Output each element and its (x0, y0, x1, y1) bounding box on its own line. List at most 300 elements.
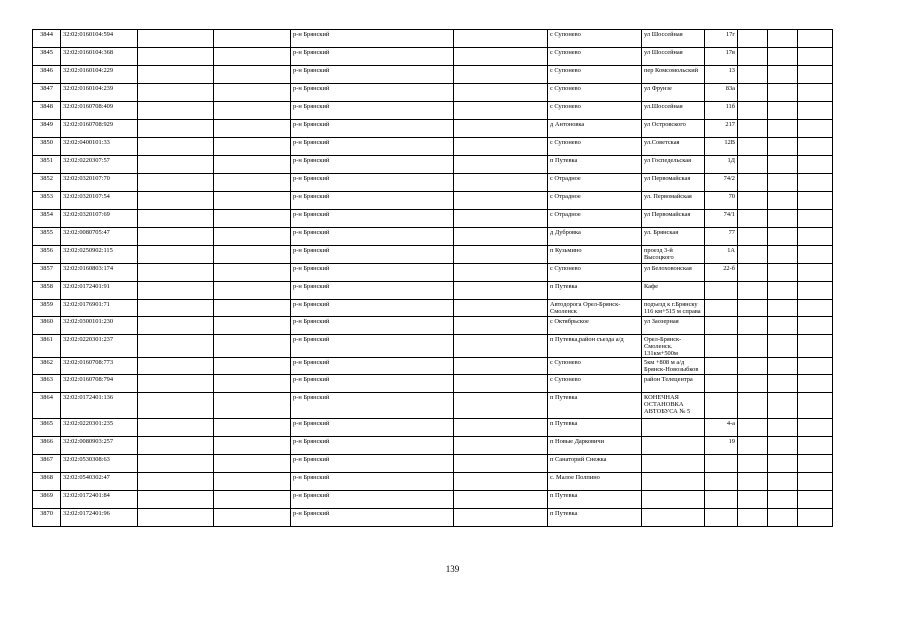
table-row (33, 102, 833, 120)
house-number-cell (705, 375, 738, 393)
empty-cell (768, 375, 798, 393)
empty-cell (798, 228, 833, 246)
locality-cell: п Путевка (548, 509, 642, 527)
table-row (33, 509, 833, 527)
district-cell: р-н Брянский (291, 473, 454, 491)
house-number-cell: 22-б (705, 264, 738, 282)
street-cell: подъезд к г.Брянску 116 км+515 м справа (642, 300, 705, 317)
empty-cell (768, 437, 798, 455)
empty-cell (738, 455, 768, 473)
cadastral-number-cell: 32:02:0300101:230 (61, 317, 138, 335)
district-cell: р-н Брянский (291, 156, 454, 174)
empty-cell (138, 282, 214, 300)
street-cell: ул Островского (642, 120, 705, 138)
street-cell: ул.Советская (642, 138, 705, 156)
table-row (33, 358, 833, 375)
cadastral-number-cell: 32:02:0320107:70 (61, 174, 138, 192)
district-cell: р-н Брянский (291, 509, 454, 527)
locality-cell: п Санаторий Снежка (548, 455, 642, 473)
row-number-cell: 3844 (33, 30, 61, 48)
house-number-cell (705, 509, 738, 527)
house-number-cell: 83а (705, 84, 738, 102)
empty-cell (214, 246, 291, 264)
table-row (33, 228, 833, 246)
district-cell: р-н Брянский (291, 210, 454, 228)
row-number-cell: 3868 (33, 473, 61, 491)
empty-cell (214, 210, 291, 228)
table-row (33, 491, 833, 509)
empty-cell (798, 102, 833, 120)
row-number-cell: 3859 (33, 300, 61, 317)
street-cell: ул Первомайская (642, 174, 705, 192)
empty-cell (214, 419, 291, 437)
locality-cell: с Отрадное (548, 192, 642, 210)
locality-cell: с Супонево (548, 84, 642, 102)
street-cell (642, 491, 705, 509)
locality-cell: с Октябрьское (548, 317, 642, 335)
cadastral-number-cell: 32:02:0220307:57 (61, 156, 138, 174)
locality-cell: с Супонево (548, 102, 642, 120)
house-number-cell (705, 455, 738, 473)
empty-cell (214, 300, 291, 317)
empty-cell (798, 192, 833, 210)
empty-cell (738, 246, 768, 264)
district-cell: р-н Брянский (291, 358, 454, 375)
empty-cell (768, 48, 798, 66)
empty-cell (138, 48, 214, 66)
street-cell: ул Шоссейная (642, 30, 705, 48)
empty-cell (738, 282, 768, 300)
street-cell: проезд 3-й Высоцкого (642, 246, 705, 264)
empty-cell (768, 419, 798, 437)
empty-cell (454, 120, 548, 138)
empty-cell (454, 282, 548, 300)
empty-cell (138, 210, 214, 228)
street-cell (642, 455, 705, 473)
empty-cell (454, 455, 548, 473)
row-number-cell: 3856 (33, 246, 61, 264)
house-number-cell (705, 393, 738, 419)
empty-cell (138, 419, 214, 437)
district-cell: р-н Брянский (291, 419, 454, 437)
district-cell: р-н Брянский (291, 84, 454, 102)
empty-cell (738, 210, 768, 228)
empty-cell (768, 300, 798, 317)
locality-cell: п Путевка (548, 491, 642, 509)
empty-cell (738, 138, 768, 156)
empty-cell (214, 102, 291, 120)
locality-cell: Автодорога Орел-Брянск-Смоленск (548, 300, 642, 317)
empty-cell (454, 491, 548, 509)
empty-cell (768, 228, 798, 246)
cadastral-number-cell: 32:02:0320107:69 (61, 210, 138, 228)
district-cell: р-н Брянский (291, 102, 454, 120)
empty-cell (768, 192, 798, 210)
locality-cell: д Антоновка (548, 120, 642, 138)
empty-cell (768, 246, 798, 264)
empty-cell (798, 317, 833, 335)
district-cell: р-н Брянский (291, 138, 454, 156)
empty-cell (768, 455, 798, 473)
empty-cell (798, 419, 833, 437)
district-cell: р-н Брянский (291, 335, 454, 358)
empty-cell (454, 393, 548, 419)
empty-cell (138, 358, 214, 375)
empty-cell (768, 84, 798, 102)
empty-cell (738, 375, 768, 393)
row-number-cell: 3845 (33, 48, 61, 66)
empty-cell (738, 102, 768, 120)
empty-cell (768, 66, 798, 84)
empty-cell (798, 300, 833, 317)
empty-cell (798, 84, 833, 102)
locality-cell: п Путевка (548, 156, 642, 174)
empty-cell (138, 120, 214, 138)
empty-cell (768, 335, 798, 358)
empty-cell (214, 282, 291, 300)
district-cell: р-н Брянский (291, 264, 454, 282)
cadastral-number-cell: 32:02:0172401:91 (61, 282, 138, 300)
empty-cell (798, 455, 833, 473)
empty-cell (214, 491, 291, 509)
empty-cell (768, 473, 798, 491)
street-cell: ул. Первомайская (642, 192, 705, 210)
empty-cell (798, 246, 833, 264)
street-cell: ул.Шоссейная (642, 102, 705, 120)
empty-cell (768, 102, 798, 120)
row-number-cell: 3860 (33, 317, 61, 335)
empty-cell (214, 358, 291, 375)
empty-cell (738, 437, 768, 455)
empty-cell (738, 491, 768, 509)
empty-cell (768, 317, 798, 335)
table-row (33, 393, 833, 419)
table-row (33, 282, 833, 300)
empty-cell (798, 210, 833, 228)
empty-cell (138, 228, 214, 246)
table-row (33, 335, 833, 358)
empty-cell (768, 264, 798, 282)
table-row (33, 437, 833, 455)
empty-cell (138, 473, 214, 491)
empty-cell (138, 138, 214, 156)
house-number-cell (705, 300, 738, 317)
empty-cell (454, 174, 548, 192)
street-cell: 5км +808 м а/д Брянск-Новозыбков (642, 358, 705, 375)
row-number-cell: 3866 (33, 437, 61, 455)
street-cell: пер Комсомольский (642, 66, 705, 84)
empty-cell (454, 300, 548, 317)
empty-cell (454, 48, 548, 66)
empty-cell (454, 375, 548, 393)
table-row (33, 138, 833, 156)
empty-cell (798, 174, 833, 192)
house-number-cell: 4-а (705, 419, 738, 437)
house-number-cell: 70 (705, 192, 738, 210)
empty-cell (214, 156, 291, 174)
empty-cell (138, 30, 214, 48)
table-row (33, 120, 833, 138)
locality-cell: с Супонево (548, 138, 642, 156)
cadastral-number-cell: 32:02:0160104:368 (61, 48, 138, 66)
empty-cell (768, 509, 798, 527)
row-number-cell: 3851 (33, 156, 61, 174)
street-cell (642, 437, 705, 455)
row-number-cell: 3870 (33, 509, 61, 527)
empty-cell (798, 282, 833, 300)
district-cell: р-н Брянский (291, 192, 454, 210)
empty-cell (798, 264, 833, 282)
empty-cell (768, 491, 798, 509)
empty-cell (738, 393, 768, 419)
cadastral-number-cell: 32:02:0172401:96 (61, 509, 138, 527)
table-row (33, 473, 833, 491)
table-row (33, 174, 833, 192)
street-cell: ул. Брянская (642, 228, 705, 246)
district-cell: р-н Брянский (291, 246, 454, 264)
empty-cell (798, 120, 833, 138)
cadastral-number-cell: 32:02:0530308:63 (61, 455, 138, 473)
empty-cell (138, 393, 214, 419)
house-number-cell: 217 (705, 120, 738, 138)
locality-cell: п Новые Дарковичи (548, 437, 642, 455)
row-number-cell: 3865 (33, 419, 61, 437)
empty-cell (738, 174, 768, 192)
table-row (33, 264, 833, 282)
house-number-cell (705, 317, 738, 335)
row-number-cell: 3864 (33, 393, 61, 419)
empty-cell (738, 358, 768, 375)
row-number-cell: 3853 (33, 192, 61, 210)
house-number-cell: 11б (705, 102, 738, 120)
table-row (33, 156, 833, 174)
district-cell: р-н Брянский (291, 120, 454, 138)
empty-cell (738, 30, 768, 48)
cadastral-number-cell: 32:02:0250902:115 (61, 246, 138, 264)
district-cell: р-н Брянский (291, 228, 454, 246)
empty-cell (798, 30, 833, 48)
street-cell (642, 509, 705, 527)
empty-cell (738, 228, 768, 246)
house-number-cell: 13 (705, 66, 738, 84)
page-number: 139 (445, 564, 460, 574)
empty-cell (798, 491, 833, 509)
empty-cell (768, 282, 798, 300)
house-number-cell: 19 (705, 437, 738, 455)
empty-cell (454, 317, 548, 335)
empty-cell (214, 437, 291, 455)
empty-cell (214, 455, 291, 473)
district-cell: р-н Брянский (291, 48, 454, 66)
row-number-cell: 3855 (33, 228, 61, 246)
empty-cell (454, 210, 548, 228)
street-cell: ул Первомайская (642, 210, 705, 228)
empty-cell (214, 317, 291, 335)
cadastral-number-cell: 32:02:0160104:229 (61, 66, 138, 84)
empty-cell (454, 138, 548, 156)
house-number-cell (705, 282, 738, 300)
empty-cell (454, 84, 548, 102)
locality-cell: с. Малое Полпино (548, 473, 642, 491)
locality-cell: п Путевка (548, 419, 642, 437)
empty-cell (454, 30, 548, 48)
cadastral-number-cell: 32:02:0160104:594 (61, 30, 138, 48)
empty-cell (768, 393, 798, 419)
house-number-cell (705, 491, 738, 509)
cadastral-number-cell: 32:02:0400101:33 (61, 138, 138, 156)
empty-cell (214, 509, 291, 527)
empty-cell (138, 491, 214, 509)
house-number-cell: 77 (705, 228, 738, 246)
empty-cell (798, 509, 833, 527)
district-cell: р-н Брянский (291, 437, 454, 455)
empty-cell (798, 335, 833, 358)
empty-cell (138, 437, 214, 455)
cadastral-number-cell: 32:02:0080705:47 (61, 228, 138, 246)
house-number-cell: 74/1 (705, 210, 738, 228)
house-number-cell (705, 358, 738, 375)
empty-cell (138, 192, 214, 210)
locality-cell: с Супонево (548, 30, 642, 48)
locality-cell: с Супонево (548, 358, 642, 375)
district-cell: р-н Брянский (291, 491, 454, 509)
empty-cell (798, 358, 833, 375)
empty-cell (454, 192, 548, 210)
table-row (33, 375, 833, 393)
house-number-cell: 17г (705, 30, 738, 48)
empty-cell (454, 102, 548, 120)
empty-cell (454, 419, 548, 437)
table-row (33, 317, 833, 335)
empty-cell (214, 138, 291, 156)
row-number-cell: 3863 (33, 375, 61, 393)
empty-cell (768, 174, 798, 192)
street-cell: ул Белоховонская (642, 264, 705, 282)
cadastral-number-cell: 32:02:0160104:239 (61, 84, 138, 102)
table-row (33, 300, 833, 317)
house-number-cell: 74/2 (705, 174, 738, 192)
cadastral-number-cell: 32:02:0172401:84 (61, 491, 138, 509)
cadastral-number-cell: 32:02:0080903:257 (61, 437, 138, 455)
district-cell: р-н Брянский (291, 30, 454, 48)
empty-cell (738, 156, 768, 174)
district-cell: р-н Брянский (291, 174, 454, 192)
empty-cell (738, 335, 768, 358)
locality-cell: д Дубровка (548, 228, 642, 246)
empty-cell (768, 358, 798, 375)
empty-cell (738, 473, 768, 491)
street-cell: район Телецентра (642, 375, 705, 393)
row-number-cell: 3852 (33, 174, 61, 192)
locality-cell: с Отрадное (548, 210, 642, 228)
empty-cell (798, 473, 833, 491)
street-cell: ул Заозерная (642, 317, 705, 335)
row-number-cell: 3867 (33, 455, 61, 473)
street-cell: КОНЕЧНАЯ ОСТАНОВКА АВТОБУСА № 5 (642, 393, 705, 419)
empty-cell (214, 30, 291, 48)
locality-cell: с Отрадное (548, 174, 642, 192)
house-number-cell: 17в (705, 48, 738, 66)
empty-cell (738, 317, 768, 335)
empty-cell (214, 120, 291, 138)
cadastral-number-cell: 32:02:0540302:47 (61, 473, 138, 491)
table-row (33, 30, 833, 48)
empty-cell (738, 509, 768, 527)
empty-cell (798, 138, 833, 156)
empty-cell (798, 48, 833, 66)
empty-cell (454, 156, 548, 174)
cadastral-number-cell: 32:02:0220301:237 (61, 335, 138, 358)
empty-cell (454, 66, 548, 84)
empty-cell (138, 455, 214, 473)
empty-cell (454, 335, 548, 358)
empty-cell (768, 156, 798, 174)
empty-cell (768, 138, 798, 156)
empty-cell (798, 66, 833, 84)
row-number-cell: 3846 (33, 66, 61, 84)
empty-cell (214, 375, 291, 393)
empty-cell (214, 174, 291, 192)
empty-cell (214, 228, 291, 246)
row-number-cell: 3858 (33, 282, 61, 300)
empty-cell (138, 509, 214, 527)
district-cell: р-н Брянский (291, 393, 454, 419)
district-cell: р-н Брянский (291, 66, 454, 84)
street-cell: ул Шоссейная (642, 48, 705, 66)
table-row (33, 419, 833, 437)
empty-cell (214, 264, 291, 282)
empty-cell (454, 509, 548, 527)
empty-cell (454, 264, 548, 282)
locality-cell: с Супонево (548, 264, 642, 282)
empty-cell (138, 84, 214, 102)
empty-cell (214, 473, 291, 491)
empty-cell (454, 358, 548, 375)
empty-cell (138, 300, 214, 317)
street-cell: ул Госпедельская (642, 156, 705, 174)
house-number-cell: 1Д (705, 156, 738, 174)
empty-cell (214, 66, 291, 84)
empty-cell (738, 120, 768, 138)
table-row (33, 66, 833, 84)
table-row (33, 48, 833, 66)
locality-cell: с Супонево (548, 66, 642, 84)
house-number-cell (705, 473, 738, 491)
empty-cell (738, 192, 768, 210)
cadastral-number-cell: 32:02:0160803:174 (61, 264, 138, 282)
empty-cell (138, 246, 214, 264)
empty-cell (214, 335, 291, 358)
house-number-cell: 1А (705, 246, 738, 264)
empty-cell (138, 66, 214, 84)
locality-cell: с Супонево (548, 48, 642, 66)
row-number-cell: 3862 (33, 358, 61, 375)
row-number-cell: 3854 (33, 210, 61, 228)
empty-cell (138, 102, 214, 120)
row-number-cell: 3850 (33, 138, 61, 156)
locality-cell: п Путевка,район съезда а/д (548, 335, 642, 358)
cadastral-number-cell: 32:02:0176901:71 (61, 300, 138, 317)
cadastral-number-cell: 32:02:0172401:136 (61, 393, 138, 419)
empty-cell (138, 317, 214, 335)
district-cell: р-н Брянский (291, 375, 454, 393)
empty-cell (738, 66, 768, 84)
empty-cell (454, 246, 548, 264)
table-row (33, 210, 833, 228)
empty-cell (798, 393, 833, 419)
locality-cell: п Путевка (548, 282, 642, 300)
row-number-cell: 3848 (33, 102, 61, 120)
